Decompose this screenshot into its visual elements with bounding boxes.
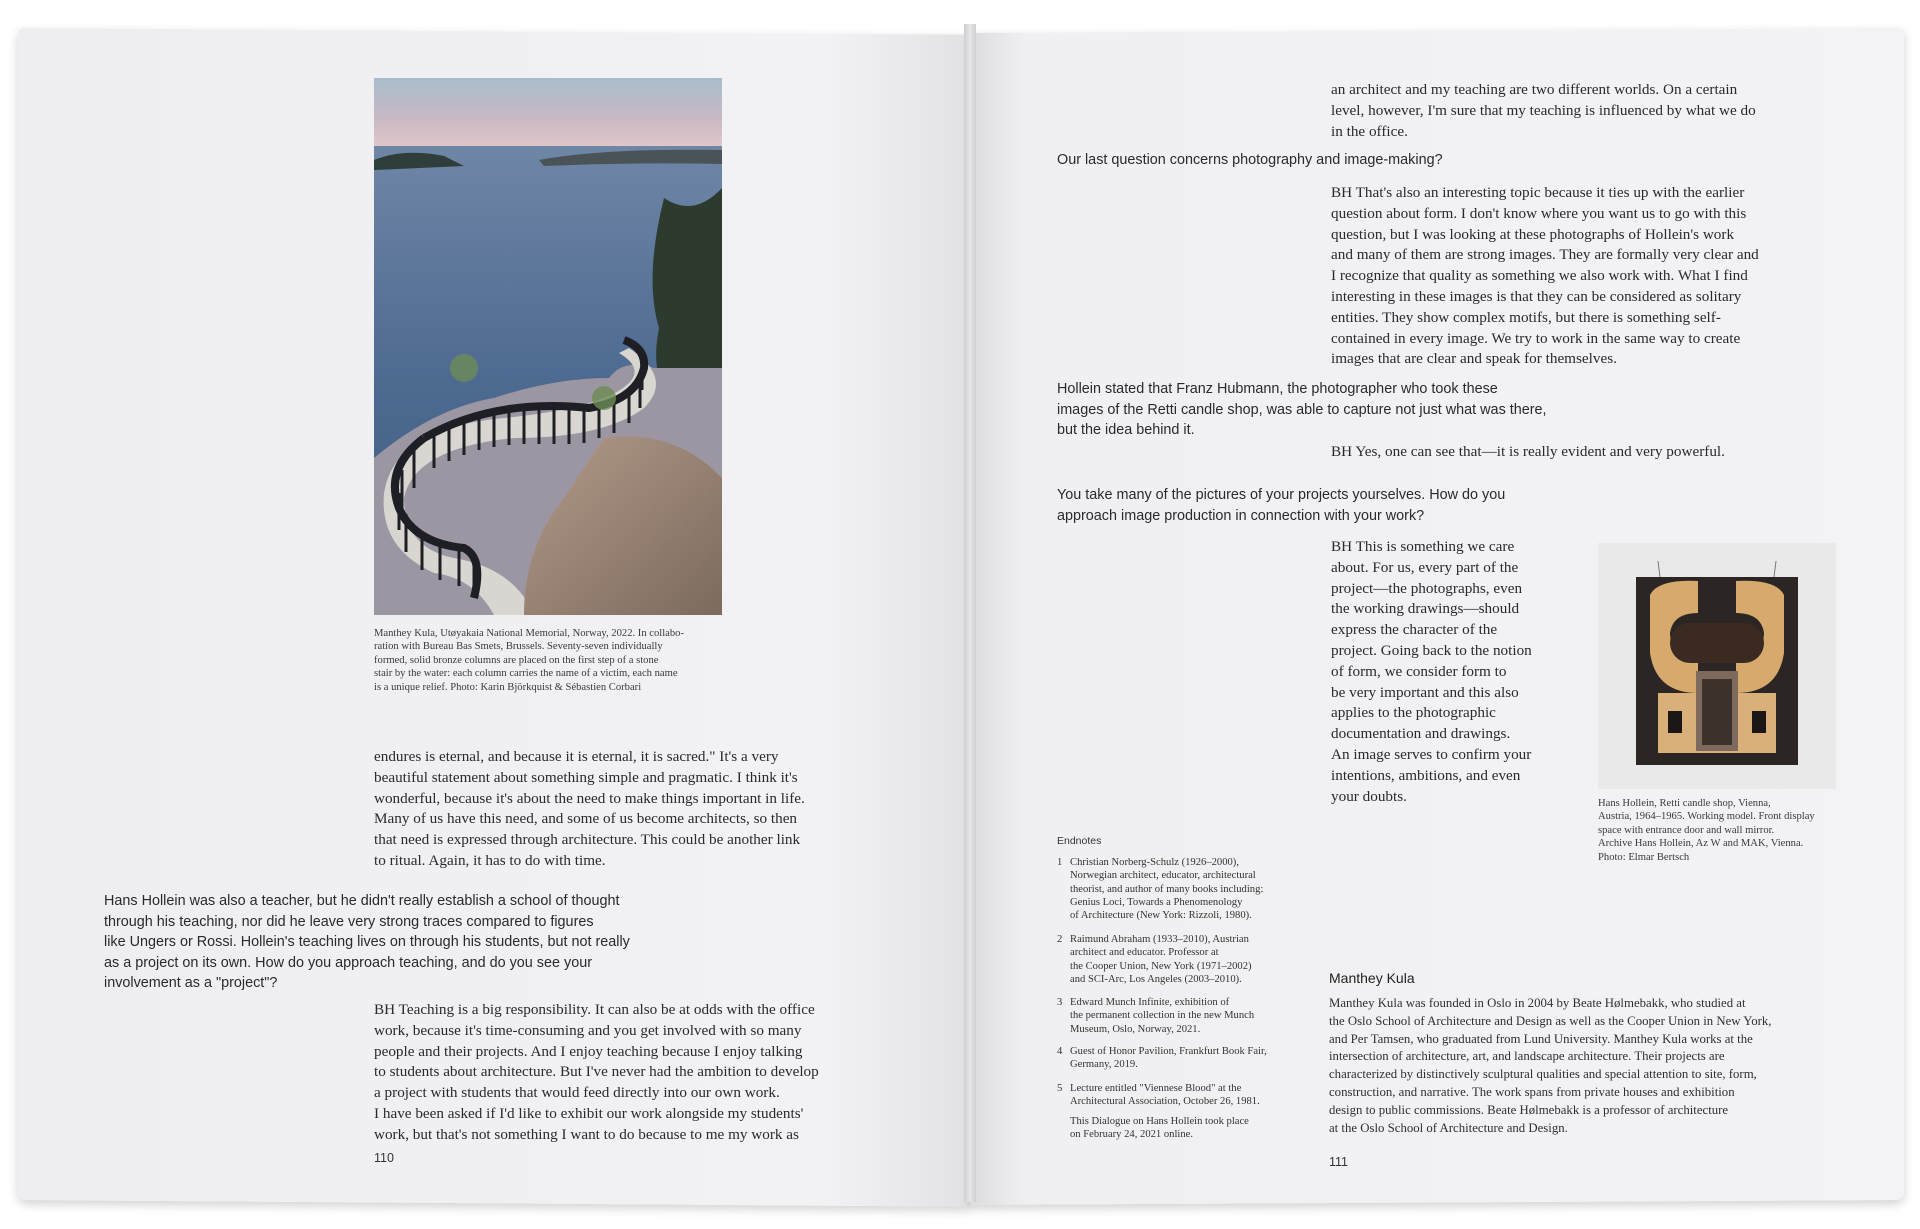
book-gutter (964, 24, 976, 1202)
retti-candle-shop-model-photo (1598, 543, 1836, 789)
page-number-left: 110 (374, 1151, 394, 1165)
endnote-text: Lecture entitled "Viennese Blood" at the Architectural Association, October 26, 1981. (1070, 1083, 1260, 1108)
endnote-number: 4 (1057, 1046, 1063, 1057)
answer-photography: BH That's also an interesting topic because it ties up with the earlier question about form. I don't know where you want us to go with this question, but I was looking at these photographs of Hollein's work and many of them are strong images. They are formally very clear and I recognize that quality as something we also work with. What I find interesting in these images is that they can be considered as solitary entities. They show complex motifs, but there is something self- contained in every image. We try to work in the same way to create images that are clear and speak for themselves. (1331, 184, 1759, 368)
right-paragraph-top: an architect and my teaching are two different worlds. On a certain level, however, I'm sure that my teaching is influenced by what we do in the office. (1331, 81, 1756, 140)
answer-image-production: BH This is something we care about. For us, every part of the project—the photographs, even the working drawings—should express the character of the project. Going back to the notion of form, we consider form to be very important and this also applies to the photographic documentation and drawings. An image serves to confirm your intentions, ambitions, and even your doubts. (1331, 538, 1532, 805)
left-paragraph-1: endures is eternal, and because it is eternal, it is sacred." It's a very beautiful statement about something simple and pragmatic. I think it's wonderful, because it's about the need to make things important in life. Many of us have this need, and some of us become architects, so then that need is expressed through architecture. This could be another link to ritual. Again, it has to do with time. (374, 748, 805, 869)
bio-text: Manthey Kula was founded in Oslo in 2004 by Beate Hølmebakk, who studied at the Oslo School of Architecture and Design as well as the Cooper Union in New York, and Per Tamsen, who graduated from Lund University. Manthey Kula works at the intersection of architecture, art, and landscape architecture. Their projects are characterized by distinctively sculptural qualities and special attention to site, form, construction, and narrative. The work spans from private houses and exhibition design to public commissions. Beate Hølmebakk is a professor of architecture at the Oslo School of Architecture and Design. (1329, 996, 1772, 1135)
endnote-text: Christian Norberg-Schulz (1926–2000), Norwegian architect, educator, architectural theorist, and author of many books including: Genius Loci, Towards a Phenomenology of Architecture (New York: Rizzoli, 1980). (1070, 857, 1264, 922)
endnote-number: 5 (1057, 1083, 1063, 1094)
page-number-right: 111 (1329, 1155, 1349, 1169)
question-image-production: You take many of the pictures of your projects yourselves. How do you approach image production in connection with your work? (1057, 487, 1506, 524)
endnote-extra: This Dialogue on Hans Hollein took place on February 24, 2021 online. (1070, 1116, 1249, 1141)
bio-title: Manthey Kula (1329, 970, 1415, 986)
endnote-number: 3 (1057, 997, 1063, 1008)
answer-hubmann: BH Yes, one can see that—it is really evident and very powerful. (1331, 443, 1725, 460)
utoyakaia-memorial-photo (374, 78, 722, 615)
endnote-text: Raimund Abraham (1933–2010), Austrian architect and educator. Professor at the Cooper Union, New York (1971–2002) and SCI-Arc, Los Angeles (2003–2010). (1070, 934, 1252, 985)
left-answer-teaching: BH Teaching is a big responsibility. It can also be at odds with the office work, because it's time-consuming and you get involved with so many people and their projects. And I enjoy teaching because I enjoy talking to students about architecture. But I've never had the ambition to develop a project with students that would feed directly into our own work. I have been asked if I'd like to exhibit our work alongside my students' work, but that's not something I want to do because to me my work as (374, 1001, 819, 1143)
endnote-text: Guest of Honor Pavilion, Frankfurt Book Fair, Germany, 2019. (1070, 1046, 1267, 1071)
question-hubmann: Hollein stated that Franz Hubmann, the photographer who took these images of the Retti candle shop, was able to capture not just what was there, but the idea behind it. (1057, 381, 1547, 439)
endnote-number: 1 (1057, 857, 1063, 868)
left-question-teaching: Hans Hollein was also a teacher, but he didn't really establish a school of thought through his teaching, nor did he leave very strong traces compared to figures like Ungers or Rossi. Hollein's teaching lives on through his students, but not really as a project on its own. How do you approach teaching, and do you see your involvement as a "project"? (104, 893, 630, 992)
endnote-number: 2 (1057, 934, 1063, 945)
endnote-text: Edward Munch Infinite, exhibition of the permanent collection in the new Munch Museum, Oslo, Norway, 2021. (1070, 997, 1255, 1035)
photo-caption: Manthey Kula, Utøyakaia National Memorial, Norway, 2022. In collabo- ration with Bureau Bas Smets, Brussels. Seventy-seven individually formed, solid bronze columns are placed on the first step of a stone stair by the water: each column carries the name of a victim, each name is a unique relief. Photo: Karin Björkquist & Sébastien Corbari (374, 628, 684, 693)
question-photography: Our last question concerns photography and image-making? (1057, 152, 1443, 168)
model-caption: Hans Hollein, Retti candle shop, Vienna, Austria, 1964–1965. Working model. Front display space with entrance door and wall mirror. Archive Hans Hollein, Az W and MAK, Vienna. Photo: Elmar Bertsch (1598, 798, 1815, 863)
endnotes-title: Endnotes (1057, 835, 1102, 847)
